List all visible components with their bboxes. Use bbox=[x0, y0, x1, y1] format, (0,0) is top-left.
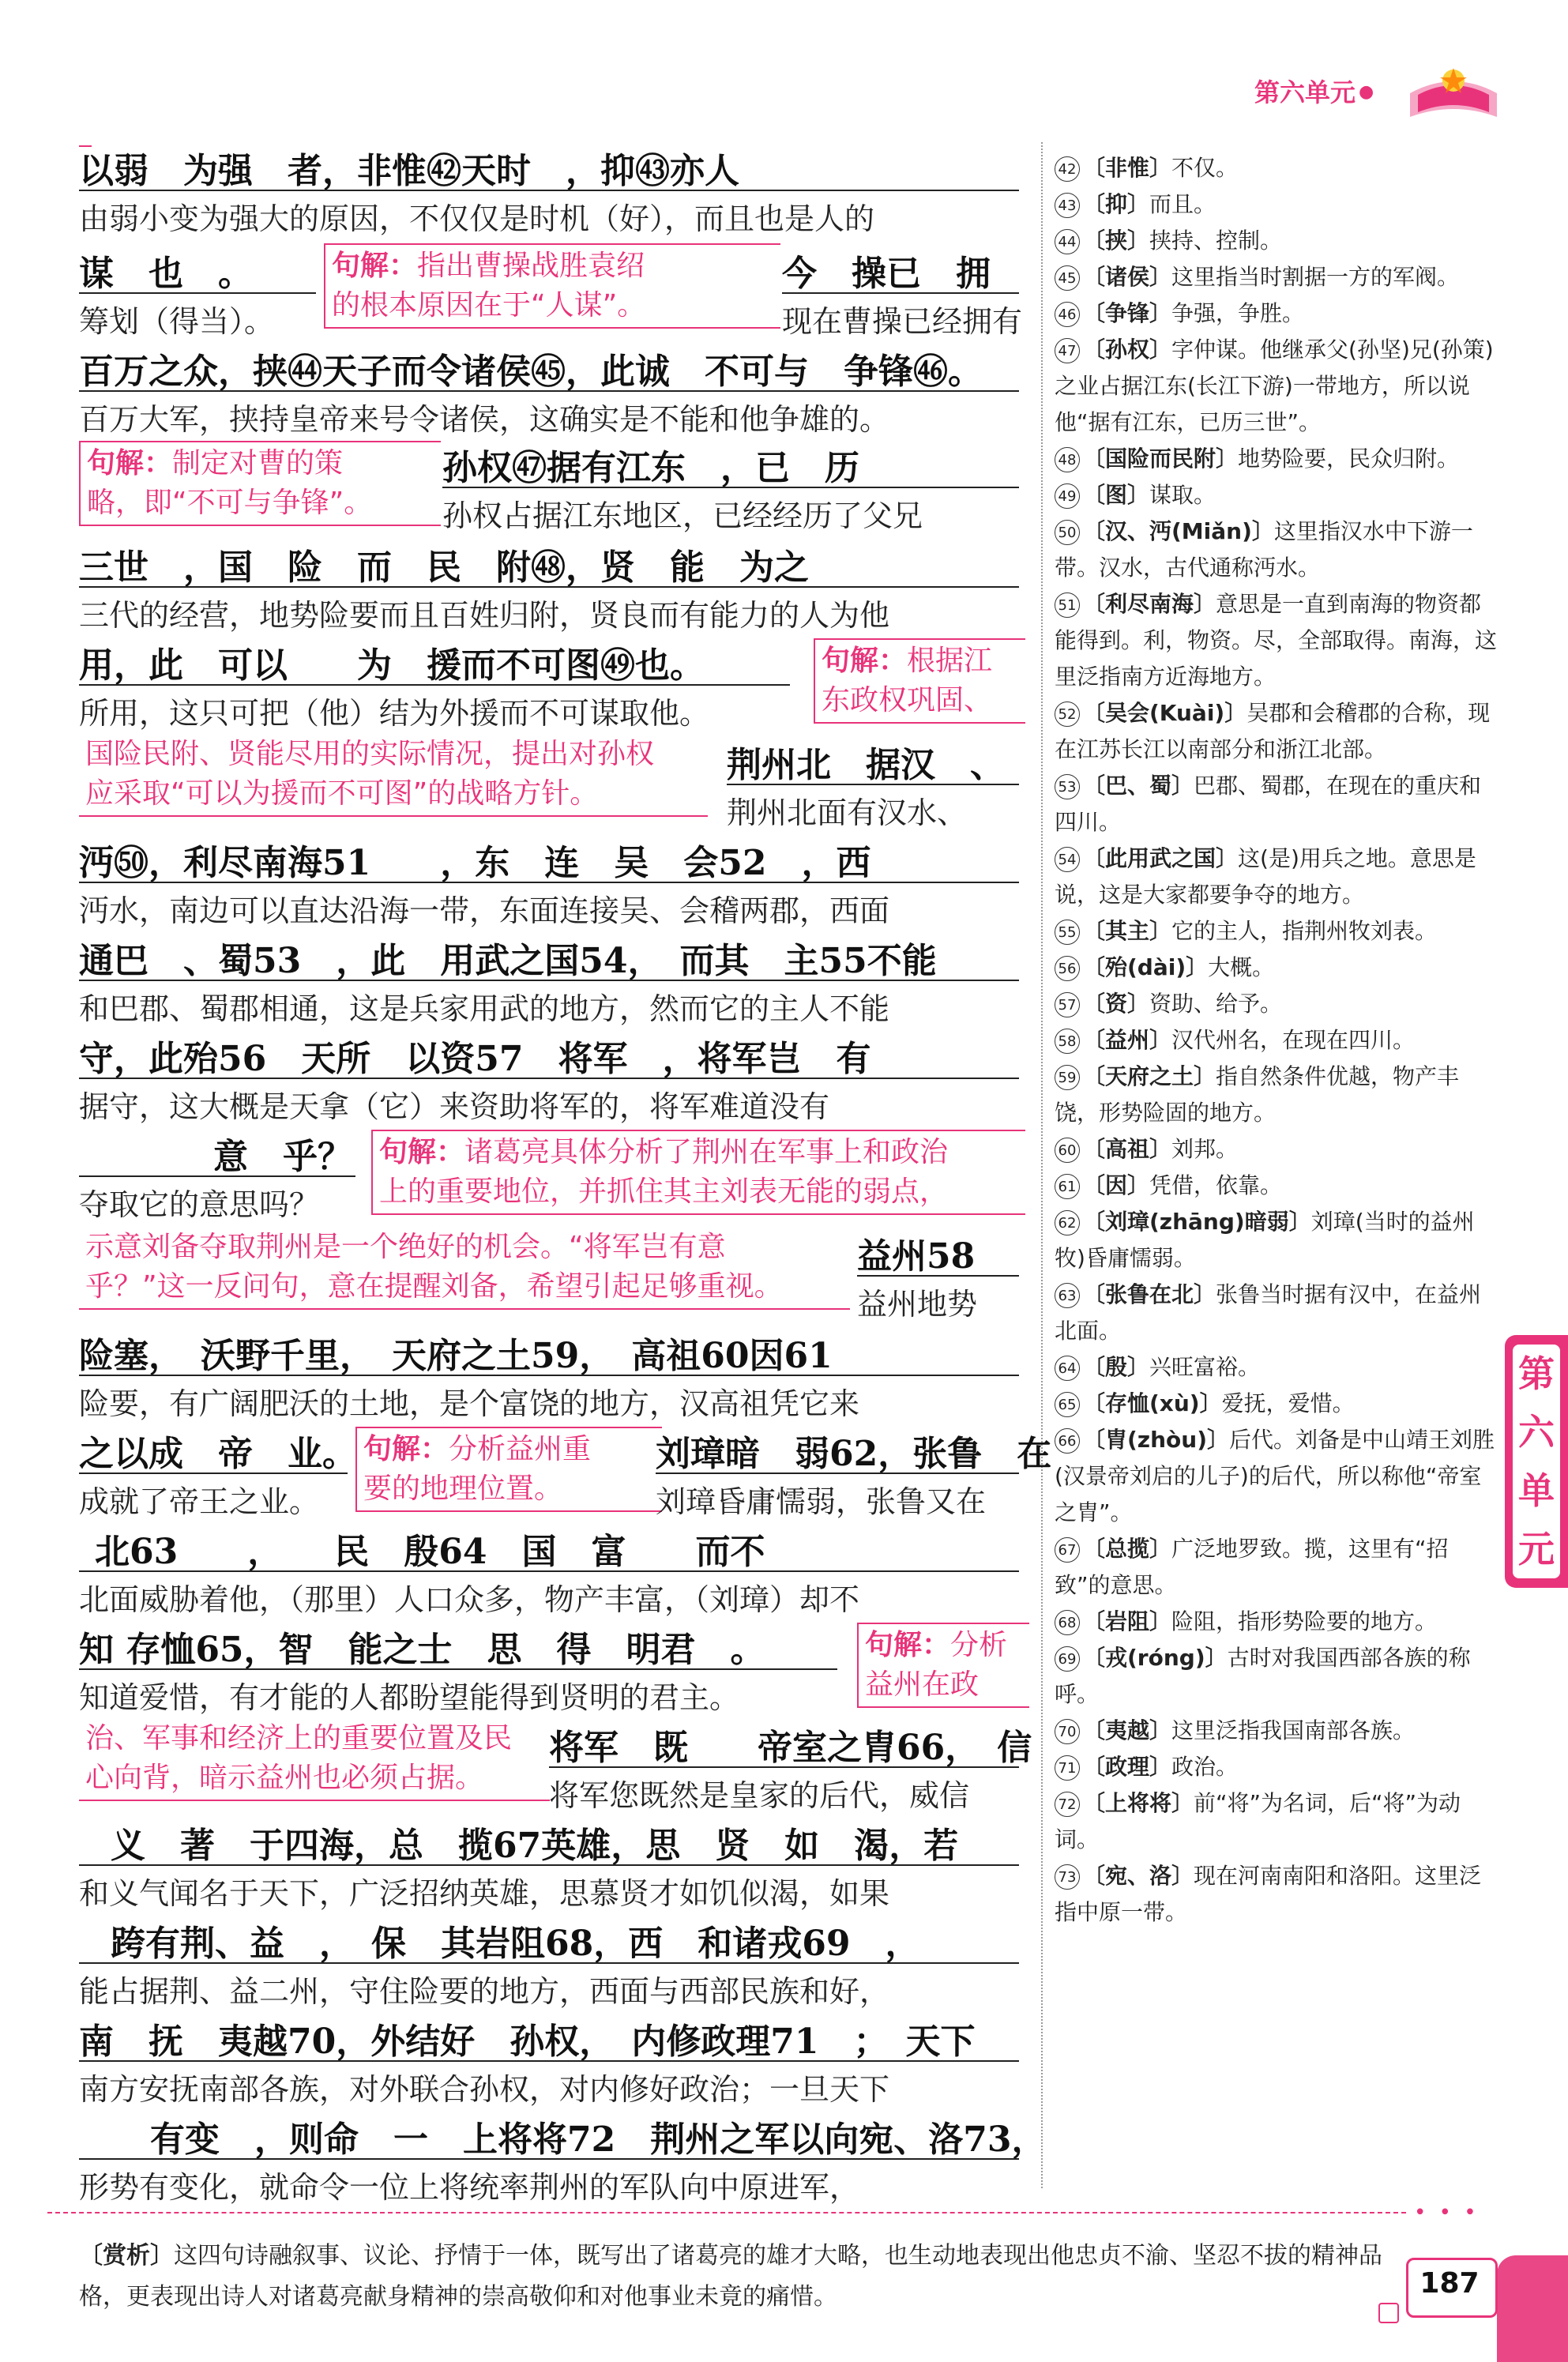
note-text: 国险民附、贤能尽用的实际情况，提出对孙权 bbox=[85, 738, 655, 770]
side-tab-text bbox=[1513, 1345, 1560, 1578]
annotation-number: 62 bbox=[1055, 1210, 1080, 1236]
note-text: 诸葛亮具体分析了荆州在军事上和政治 bbox=[464, 1136, 949, 1168]
original-text: 险塞， 沃野千里， 天府之土59， 高祖60因61 bbox=[79, 1336, 833, 1376]
note-text: 东政权巩固、 bbox=[822, 684, 993, 716]
annotation-definition: 张鲁当时据有汉中，在益州北面。 bbox=[1055, 1281, 1482, 1344]
translation-text: 能占据荆、益二州，守住险要的地方，西面与西部民族和好， bbox=[79, 1962, 1019, 2010]
annotation-number: 42 bbox=[1055, 156, 1080, 182]
note-text: 指出曹操战胜袁绍 bbox=[417, 250, 645, 282]
annotation-term: 〔汉、沔(Miǎn)〕 bbox=[1083, 518, 1274, 544]
annotation-definition: 吴郡和会稽郡的合称，现在江苏长江以南部分和浙江北部。 bbox=[1055, 700, 1491, 762]
annotation-item bbox=[1055, 477, 1497, 513]
annotation-term: 〔政理〕 bbox=[1083, 1754, 1172, 1780]
original-text: 今 操已 拥 bbox=[782, 254, 991, 294]
annotation-definition: 而且。 bbox=[1149, 191, 1216, 217]
annotation-number: 46 bbox=[1055, 302, 1080, 327]
note-text: 略，即“不可与争锋”。 bbox=[87, 487, 373, 519]
annotation-item bbox=[1055, 1349, 1497, 1386]
original-text: 将军 既 帝室之胄66， 信 bbox=[549, 1728, 1032, 1768]
annotation-item bbox=[1055, 1531, 1497, 1604]
note-label: 句解： bbox=[865, 1629, 951, 1661]
annotation-number: 52 bbox=[1055, 701, 1080, 727]
note-text: 的根本原因在于“人谋”。 bbox=[332, 289, 646, 322]
annotation-item bbox=[1055, 1749, 1497, 1785]
annotation-number: 43 bbox=[1055, 193, 1080, 218]
original-text: 义 著 于四海，总 揽67英雄，思 贤 如 渴，若 bbox=[111, 1826, 959, 1866]
annotation-number: 72 bbox=[1055, 1792, 1080, 1817]
sentence-note bbox=[79, 1226, 850, 1310]
appreciation-label: 〔赏析〕 bbox=[79, 2242, 174, 2270]
annotation-item bbox=[1055, 695, 1497, 768]
annotation-number: 57 bbox=[1055, 992, 1080, 1017]
annotation-term: 〔上将将〕 bbox=[1083, 1790, 1194, 1816]
chapter-side-tab bbox=[1505, 1335, 1568, 1588]
annotation-term: 〔争锋〕 bbox=[1083, 300, 1172, 326]
sentence-note bbox=[79, 142, 92, 147]
annotation-number: 66 bbox=[1055, 1428, 1080, 1454]
annotation-definition: 政治。 bbox=[1171, 1754, 1239, 1780]
appreciation-body: 这四句诗融叙事、议论、抒情于一体，既写出了诸葛亮的雄才大略，也生动地表现出他忠贞不渝、坚忍不拔的精神品格，更表现出诗人对诸葛亮献身精神的崇高敬仰和对他事业未竟的痛惜。 bbox=[79, 2242, 1382, 2311]
original-text: 意 乎？ bbox=[213, 1137, 352, 1177]
unit-label: 第六单元 bbox=[1254, 77, 1356, 107]
original-text: 南 抚 夷越70，外结好 孙权， 内修政理71 ； 天下 bbox=[79, 2022, 976, 2062]
annotation-definition: 前“将”为名词，后“将”为动词。 bbox=[1055, 1790, 1461, 1852]
original-text: 有变 ，则命 一 上将将72 荆州之军以向宛、洛73， bbox=[150, 2119, 1047, 2160]
annotation-number: 51 bbox=[1055, 592, 1080, 618]
annotation-item bbox=[1055, 1131, 1497, 1168]
annotation-definition: 凭借，依靠。 bbox=[1149, 1172, 1283, 1198]
annotation-number: 56 bbox=[1055, 956, 1080, 981]
note-label: 句解： bbox=[363, 1433, 449, 1465]
annotation-definition: 刘璋(当时的益州牧)昏庸懦弱。 bbox=[1055, 1209, 1475, 1271]
original-text: 益州58 bbox=[857, 1236, 976, 1277]
original-text: 知 存恤65，智 能之士 思 得 明君 。 bbox=[79, 1630, 765, 1670]
annotation-item bbox=[1055, 950, 1497, 986]
original-text: 以弱 为强 者，非惟㊷天时 ，抑㊸亦人 bbox=[79, 151, 739, 191]
annotation-term: 〔张鲁在北〕 bbox=[1083, 1281, 1216, 1307]
appreciation-text bbox=[79, 2236, 1406, 2318]
note-text: 心向背，暗示益州也必须占据。 bbox=[85, 1762, 484, 1794]
annotation-item bbox=[1055, 1059, 1497, 1131]
annotation-term: 〔巴、蜀〕 bbox=[1083, 773, 1194, 799]
annotation-term: 〔国险而民附〕 bbox=[1083, 446, 1239, 472]
annotation-definition: 汉代州名，在现在四川。 bbox=[1171, 1027, 1416, 1053]
annotation-number: 59 bbox=[1055, 1065, 1080, 1090]
annotation-definition: 广泛地罗致。揽，这里有“招致”的意思。 bbox=[1055, 1536, 1449, 1598]
annotation-term: 〔资〕 bbox=[1083, 991, 1150, 1017]
footer-dots: • • • bbox=[1414, 2201, 1480, 2225]
annotation-term: 〔孙权〕 bbox=[1083, 337, 1172, 363]
original-text: 荆州北 据汉 、 bbox=[727, 745, 1005, 785]
note-text: 应采取“可以为援而不可图”的战略方针。 bbox=[85, 777, 599, 810]
annotation-definition: 资助、给予。 bbox=[1149, 991, 1283, 1017]
sentence-note bbox=[79, 733, 708, 817]
annotation-term: 〔其主〕 bbox=[1083, 918, 1172, 944]
note-text: 根据江 bbox=[907, 645, 993, 677]
annotation-number: 58 bbox=[1055, 1029, 1080, 1054]
annotation-definition: 字仲谋。他继承父(孙坚)兄(孙策)之业占据江东(长江下游)一带地方，所以说他“据有江东，已历三世”。 bbox=[1055, 337, 1494, 435]
annotation-number: 45 bbox=[1055, 265, 1080, 291]
annotation-definition: 后代。刘备是中山靖王刘胜(汉景帝刘启的儿子)的后代，所以称他“帝室之胄”。 bbox=[1055, 1427, 1495, 1525]
note-text: 乎？”这一反问句，意在提醒刘备，希望引起足够重视。 bbox=[85, 1270, 783, 1303]
annotation-number: 53 bbox=[1055, 774, 1080, 799]
book-logo-icon bbox=[1402, 62, 1505, 123]
annotation-number: 63 bbox=[1055, 1283, 1080, 1308]
annotation-term: 〔戎(róng)〕 bbox=[1083, 1645, 1228, 1671]
sentence-note bbox=[355, 1427, 662, 1512]
annotation-definition: 它的主人，指荆州牧刘表。 bbox=[1171, 918, 1438, 944]
note-label: 句解： bbox=[87, 447, 173, 480]
annotation-item bbox=[1055, 150, 1497, 186]
note-text: 上的重要地位，并抓住其主刘表无能的弱点， bbox=[379, 1175, 949, 1208]
note-text: 示意刘备夺取荆州是一个绝好的机会。“将军岂有意 bbox=[85, 1231, 726, 1263]
header-dots: ● bbox=[1359, 82, 1376, 102]
translation-text: 知道爱惜，有才能的人都盼望能得到贤明的君主。 bbox=[79, 1668, 837, 1717]
annotation-term: 〔非惟〕 bbox=[1083, 155, 1172, 181]
translation-text: 形势有变化，就命令一位上将统率荆州的军队向中原进军， bbox=[79, 2158, 1019, 2206]
page-number: 187 bbox=[1419, 2267, 1480, 2300]
translation-text: 夺取它的意思吗？ bbox=[79, 1175, 355, 1224]
translation-text: 和义气闻名于天下，广泛招纳英雄，思慕贤才如饥似渴，如果 bbox=[79, 1864, 1019, 1913]
column-divider bbox=[1041, 142, 1043, 2188]
annotation-item bbox=[1055, 259, 1497, 295]
original-text: 跨有荆、益 ， 保 其岩阻68，西 和诸戎69 ， bbox=[111, 1924, 920, 1964]
annotation-list bbox=[1055, 150, 1497, 1931]
annotation-definition: 这里指汉水中下游一带。汉水，古代通称沔水。 bbox=[1055, 518, 1473, 581]
note-label: 句解： bbox=[332, 250, 418, 282]
annotation-term: 〔抑〕 bbox=[1083, 191, 1150, 217]
annotation-definition: 巴郡、蜀郡，在现在的重庆和四川。 bbox=[1055, 773, 1482, 835]
annotation-term: 〔吴会(Kuài)〕 bbox=[1083, 700, 1247, 726]
original-text: 沔㊿，利尽南海51 ，东 连 吴 会52 ，西 bbox=[79, 843, 871, 883]
note-text: 要的地理位置。 bbox=[363, 1472, 563, 1505]
note-label: 句解： bbox=[822, 645, 908, 677]
translation-text: 成就了帝王之业。 bbox=[79, 1472, 348, 1521]
annotation-item bbox=[1055, 586, 1497, 695]
annotation-item bbox=[1055, 1204, 1497, 1277]
annotation-item bbox=[1055, 1640, 1497, 1713]
annotation-number: 70 bbox=[1055, 1719, 1080, 1744]
original-text: 刘璋暗 弱62，张鲁 在 bbox=[656, 1434, 1052, 1474]
translation-text: 三代的经营，地势险要而且百姓归附，贤良而有能力的人为他 bbox=[79, 586, 1019, 634]
annotation-term: 〔胄(zhòu)〕 bbox=[1083, 1427, 1229, 1453]
annotation-item bbox=[1055, 295, 1497, 332]
annotation-number: 64 bbox=[1055, 1356, 1080, 1381]
annotation-term: 〔殷〕 bbox=[1083, 1354, 1150, 1380]
original-text: 百万之众，挟㊹天子而令诸侯㊺，此诚 不可与 争锋㊻。 bbox=[79, 352, 983, 392]
annotation-number: 67 bbox=[1055, 1537, 1080, 1563]
annotation-term: 〔此用武之国〕 bbox=[1083, 845, 1239, 871]
annotation-definition: 爱抚，爱惜。 bbox=[1221, 1390, 1355, 1416]
original-text: 孙权㊼据有江东 ，已 历 bbox=[442, 448, 859, 488]
translation-text: 筹划（得当）。 bbox=[79, 292, 316, 340]
translation-text: 据守，这大概是天拿（它）来资助将军的，将军难道没有 bbox=[79, 1078, 1019, 1126]
translation-text: 益州地势 bbox=[857, 1275, 1019, 1323]
sentence-note bbox=[79, 441, 441, 526]
translation-text: 南方安抚南部各族，对外联合孙权，对内修好政治；一旦天下 bbox=[79, 2060, 1019, 2108]
page-corner-decoration bbox=[1497, 2255, 1568, 2362]
annotation-term: 〔挟〕 bbox=[1083, 228, 1150, 254]
annotation-item bbox=[1055, 332, 1497, 441]
note-text: 制定对曹的策 bbox=[172, 447, 344, 480]
annotation-definition: 争强，争胜。 bbox=[1171, 300, 1305, 326]
annotation-item bbox=[1055, 1858, 1497, 1931]
side-tab-char: 第 bbox=[1518, 1352, 1555, 1395]
annotation-term: 〔因〕 bbox=[1083, 1172, 1150, 1198]
annotation-definition: 这里泛指我国南部各族。 bbox=[1171, 1717, 1416, 1743]
annotation-item bbox=[1055, 913, 1497, 950]
checkbox-icon bbox=[1378, 2303, 1399, 2323]
annotation-term: 〔天府之土〕 bbox=[1083, 1063, 1216, 1089]
annotation-definition: 这(是)用兵之地。意思是说，这是大家都要争夺的地方。 bbox=[1055, 845, 1476, 908]
sentence-note bbox=[371, 1130, 1025, 1215]
translation-text: 荆州北面有汉水、 bbox=[727, 784, 1019, 832]
annotation-item bbox=[1055, 986, 1497, 1022]
annotation-definition: 兴旺富裕。 bbox=[1149, 1354, 1261, 1380]
annotation-definition: 现在河南南阳和洛阳。这里泛指中原一带。 bbox=[1055, 1863, 1482, 1925]
note-label: 句解： bbox=[379, 1136, 465, 1168]
translation-text: 沔水，南边可以直达沿海一带，东面连接吴、会稽两郡，西面 bbox=[79, 882, 1019, 930]
annotation-number: 49 bbox=[1055, 483, 1080, 509]
annotation-term: 〔益州〕 bbox=[1083, 1027, 1172, 1053]
annotation-item bbox=[1055, 1386, 1497, 1422]
translation-text: 孙权占据江东地区，已经经历了父兄 bbox=[442, 487, 1019, 535]
annotation-item bbox=[1055, 768, 1497, 841]
annotation-definition: 不仅。 bbox=[1171, 155, 1239, 181]
annotation-definition: 这里指当时割据一方的军阀。 bbox=[1171, 264, 1460, 290]
annotation-number: 47 bbox=[1055, 338, 1080, 363]
annotation-definition: 指自然条件优越，物产丰饶，形势险固的地方。 bbox=[1055, 1063, 1460, 1126]
annotation-term: 〔利尽南海〕 bbox=[1083, 591, 1216, 617]
footer-divider bbox=[47, 2212, 1406, 2213]
annotation-item bbox=[1055, 1604, 1497, 1640]
original-text: 守，此殆56 天所 以资57 将军 ，将军岂 有 bbox=[79, 1039, 871, 1079]
annotation-term: 〔图〕 bbox=[1083, 482, 1150, 508]
original-text: 谋 也 。 bbox=[79, 254, 253, 294]
annotation-definition: 古时对我国西部各族的称呼。 bbox=[1055, 1645, 1471, 1707]
sentence-note bbox=[79, 1717, 550, 1801]
annotation-term: 〔岩阻〕 bbox=[1083, 1608, 1172, 1634]
annotation-term: 〔殆(dài)〕 bbox=[1083, 954, 1209, 980]
annotation-term: 〔总揽〕 bbox=[1083, 1536, 1172, 1562]
annotation-number: 44 bbox=[1055, 229, 1080, 254]
annotation-item bbox=[1055, 1785, 1497, 1858]
annotation-item bbox=[1055, 223, 1497, 259]
annotation-number: 65 bbox=[1055, 1392, 1080, 1417]
note-text: 分析益州重 bbox=[449, 1433, 592, 1465]
annotation-number: 54 bbox=[1055, 847, 1080, 872]
note-text: 分析 bbox=[950, 1629, 1008, 1661]
annotation-item bbox=[1055, 513, 1497, 586]
sentence-note bbox=[814, 638, 1025, 724]
annotation-number: 71 bbox=[1055, 1755, 1080, 1781]
annotation-number: 48 bbox=[1055, 447, 1080, 472]
original-text: 北63 ， 民 殷64 国 富 而不 bbox=[95, 1532, 765, 1572]
annotation-item bbox=[1055, 1713, 1497, 1749]
translation-text: 现在曹操已经拥有 bbox=[782, 292, 1019, 340]
annotation-term: 〔存恤(xù)〕 bbox=[1083, 1390, 1222, 1416]
annotation-item bbox=[1055, 186, 1497, 223]
annotation-number: 68 bbox=[1055, 1610, 1080, 1635]
annotation-definition: 谋取。 bbox=[1149, 482, 1216, 508]
side-tab-char: 元 bbox=[1518, 1528, 1555, 1570]
annotation-item bbox=[1055, 1277, 1497, 1349]
annotation-number: 69 bbox=[1055, 1646, 1080, 1672]
annotation-item bbox=[1055, 1022, 1497, 1059]
annotation-number: 61 bbox=[1055, 1174, 1080, 1199]
annotation-item bbox=[1055, 841, 1497, 913]
translation-text: 险要，有广阔肥沃的土地，是个富饶的地方，汉高祖凭它来 bbox=[79, 1375, 1019, 1423]
annotation-item bbox=[1055, 1168, 1497, 1204]
annotation-number: 60 bbox=[1055, 1138, 1080, 1163]
side-tab-char: 单 bbox=[1518, 1469, 1555, 1512]
annotation-number: 73 bbox=[1055, 1864, 1080, 1890]
translation-text: 将军您既然是皇家的后代，威信 bbox=[549, 1766, 1019, 1815]
sentence-note bbox=[324, 243, 780, 329]
note-text: 治、军事和经济上的重要位置及民 bbox=[85, 1722, 513, 1755]
annotation-term: 〔刘璋(zhāng)暗弱〕 bbox=[1083, 1209, 1311, 1235]
translation-text: 刘璋昏庸懦弱，张鲁又在 bbox=[656, 1472, 1019, 1521]
annotation-definition: 刘邦。 bbox=[1171, 1136, 1239, 1162]
annotation-term: 〔诸侯〕 bbox=[1083, 264, 1172, 290]
translation-text: 北面威胁着他，（那里）人口众多，物产丰富，（刘璋）却不 bbox=[79, 1570, 1019, 1619]
annotation-number: 55 bbox=[1055, 920, 1080, 945]
annotation-term: 〔夷越〕 bbox=[1083, 1717, 1172, 1743]
annotation-definition: 大概。 bbox=[1208, 954, 1275, 980]
annotation-number: 50 bbox=[1055, 520, 1080, 545]
translation-text: 和巴郡、蜀郡相通，这是兵家用武的地方，然而它的主人不能 bbox=[79, 980, 1019, 1028]
annotation-definition: 意思是一直到南海的物资都能得到。利，物资。尽，全部取得。南海，这里泛指南方近海地方。 bbox=[1055, 591, 1498, 690]
annotation-term: 〔高祖〕 bbox=[1083, 1136, 1172, 1162]
annotation-definition: 挟持、控制。 bbox=[1149, 228, 1283, 254]
original-text: 之以成 帝 业。 bbox=[79, 1434, 357, 1474]
annotation-definition: 地势险要，民众归附。 bbox=[1238, 446, 1460, 472]
translation-text: 所用，这只可把（他）结为外援而不可谋取他。 bbox=[79, 684, 790, 732]
original-text: 通巴 、蜀53 ，此 用武之国54， 而其 主55不能 bbox=[79, 941, 937, 981]
annotation-definition: 险阻，指形势险要的地方。 bbox=[1171, 1608, 1438, 1634]
original-text: 用，此 可以 为 援而不可图㊾也。 bbox=[79, 645, 705, 686]
sentence-note bbox=[857, 1623, 1029, 1708]
note-text: 益州在政 bbox=[865, 1668, 980, 1701]
annotation-item bbox=[1055, 1422, 1497, 1531]
translation-text: 百万大军，挟持皇帝来号令诸侯，这确实是不能和他争雄的。 bbox=[79, 390, 1019, 438]
annotation-item bbox=[1055, 441, 1497, 477]
translation-text: 由弱小变为强大的原因，不仅仅是时机（好），而且也是人的 bbox=[79, 190, 1019, 238]
side-tab-char: 六 bbox=[1518, 1411, 1555, 1454]
original-text: 三世 ，国 险 而 民 附㊽，贤 能 为之 bbox=[79, 547, 809, 588]
annotation-term: 〔宛、洛〕 bbox=[1083, 1863, 1194, 1889]
